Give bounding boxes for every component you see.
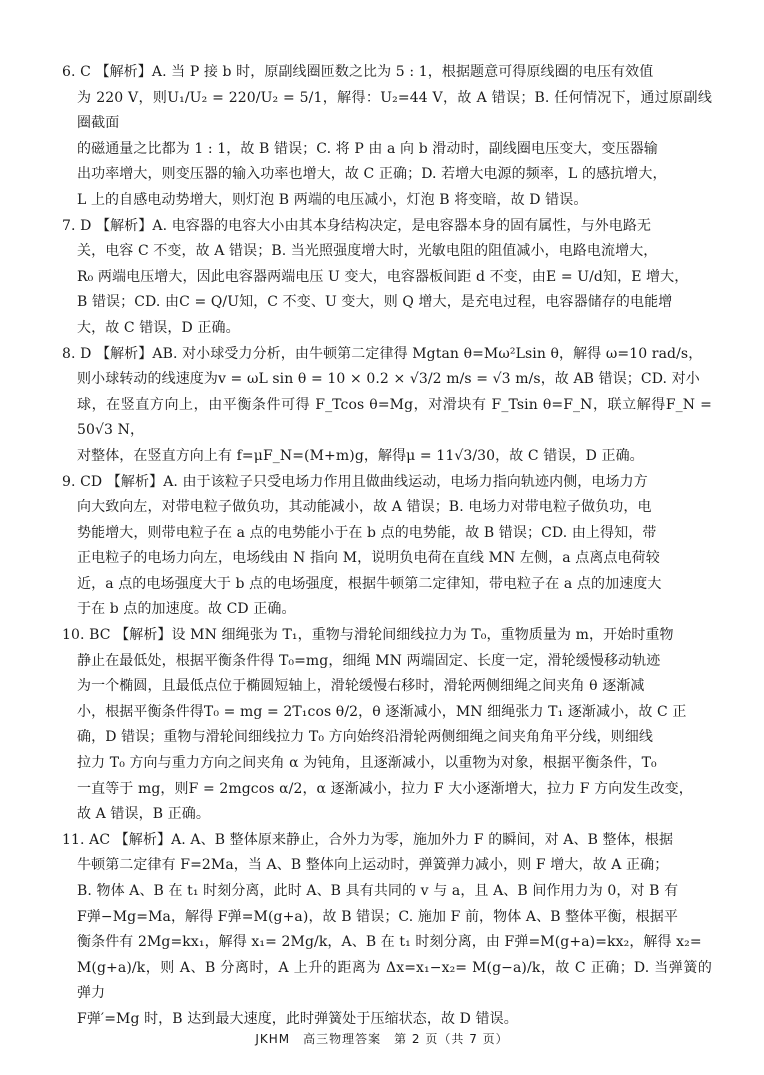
answer-line: 于在 b 点的加速度。故 CD 正确。: [77, 601, 296, 618]
page-footer: JKHM 高三物理答案 第 2 页（共 7 页）: [255, 1032, 509, 1046]
answer-line: F弹−Mg=Ma，解得 F弹=M(g+a)，故 B 错误；C. 施加 F 前，物体 A、B 整体平衡，根据平: [77, 908, 678, 925]
answer-line: 8. D 【解析】AB. 对小球受力分析，由牛顿第二定律得 Mgtan θ=Mω²Lsin θ，解得 ω=10 rad/s，: [62, 345, 703, 362]
answer-line: 近，a 点的电场强度大于 b 点的电场强度，根据牛顿第二定律知，带电粒子在 a 点的加速度大: [77, 575, 662, 592]
answer-line: 势能增大，则带电粒子在 a 点的电势能小于在 b 点的电势能，故 B 错误；CD. 由上得知，带: [77, 524, 657, 541]
answer-line: 牛顿第二定律有 F=2Ma，当 A、B 整体向上运动时，弹簧弹力减小，则 F 增大，故 A 正确；: [77, 857, 669, 874]
answer-line: 9. CD 【解析】A. 由于该粒子只受电场力作用且做曲线运动，电场力指向轨迹内侧，电场力方: [62, 473, 648, 490]
answer-line: 则小球转动的线速度为v = ωL sin θ = 10 × 0.2 × √3/2 m/s = √3 m/s，故 AB 错误；CD. 对小: [77, 371, 700, 388]
answer-line: 确，D 错误；重物与滑轮间细线拉力 T₀ 方向始终沿滑轮两侧细绳之间夹角角平分线，则细线: [77, 729, 653, 746]
answer-line: 为一个椭圆，且最低点位于椭圆短轴上，滑轮缓慢右移时，滑轮两侧细绳之间夹角 θ 逐渐减: [77, 678, 645, 695]
answer-item-8: [62, 342, 712, 470]
answer-line: 大，故 C 错误，D 正确。: [77, 319, 240, 336]
answer-line: 一直等于 mg，则F = 2mgcos α/2，α 逐渐减小，拉力 F 大小逐渐增大，拉力 F 方向发生改变，: [77, 780, 693, 797]
answer-line: R₀ 两端电压增大，因此电容器两端电压 U 变大，电容器板间距 d 不变，由E = U/d知，E 增大，: [77, 268, 689, 285]
answer-line: 出功率增大，则变压器的输入功率也增大，故 C 正确；D. 若增大电源的频率，L 的感抗增大，: [77, 166, 667, 183]
answer-page: [62, 60, 712, 1033]
answer-line: B 错误；CD. 由C = Q/U知，C 不变、U 变大，则 Q 增大，是充电过程，电容器储存的电能增: [77, 294, 673, 311]
answer-line: 故 A 错误，B 正确。: [77, 806, 210, 823]
answer-line: 小，根据平衡条件得T₀ = mg = 2T₁cos θ/2，θ 逐渐减小，MN 细绳张力 T₁ 逐渐减小，故 C 正: [77, 703, 687, 720]
answer-line: M(g+a)/k，则 A、B 分离时，A 上升的距离为 Δx=x₁−x₂= M(g−a)/k，故 C 正确；D. 当弹簧的弹力: [77, 959, 712, 1002]
answer-item-10: [62, 623, 712, 828]
answer-line: 6. C 【解析】A. 当 P 接 b 时，原副线圈匝数之比为 5 : 1，根据题意可得原线圈的电压有效值: [62, 64, 654, 80]
answer-item-11: [62, 828, 712, 1033]
answer-line: 的磁通量之比都为 1 : 1，故 B 错误；C. 将 P 由 a 向 b 滑动时，副线圈电压变大，变压器输: [77, 140, 658, 157]
answer-line: 为 220 V，则U₁/U₂ = 220/U₂ = 5/1，解得：U₂=44 V，故 A 错误；B. 任何情况下，通过原副线圈截面: [77, 89, 712, 132]
answer-line: 11. AC 【解析】A. A、B 整体原来静止，合外力为零，施加外力 F 的瞬间，对 A、B 整体，根据: [62, 831, 674, 848]
answer-line: 正电粒子的电场力向左，电场线由 N 指向 M，说明负电荷在直线 MN 左侧，a 点离点电荷较: [77, 550, 660, 567]
answer-line: 对整体，在竖直方向上有 f=μF_N=(M+m)g，解得μ = 11√3/30，故 C 错误，D 正确。: [77, 447, 644, 464]
answer-line: 球，在竖直方向上，由平衡条件可得 F_Tcos θ=Mg，对滑块有 F_Tsin θ=F_N，联立解得F_N = 50√3 N，: [77, 396, 712, 439]
answer-line: 10. BC 【解析】设 MN 细绳张为 T₁，重物与滑轮间细线拉力为 T₀，重物质量为 m，开始时重物: [62, 627, 674, 644]
answer-line: 衡条件有 2Mg=kx₁，解得 x₁= 2Mg/k，A、B 在 t₁ 时刻分离，由 F弹=M(g+a)=kx₂，解得 x₂=: [77, 934, 702, 951]
answer-item-9: [62, 470, 712, 624]
answer-line: L 上的自感电动势增大，则灯泡 B 两端的电压减小，灯泡 B 将变暗，故 D 错误。: [77, 191, 588, 208]
answer-item-7: [62, 214, 712, 342]
answer-line: 关，电容 C 不变，故 A 错误；B. 当光照强度增大时，光敏电阻的阻值减小，电路电流增大，: [77, 243, 658, 260]
answer-line: B. 物体 A、B 在 t₁ 时刻分离，此时 A、B 具有共同的 v 与 a，且 A、B 间作用力为 0，对 B 有: [77, 883, 679, 899]
answer-line: F弹′=Mg 时，B 达到最大速度，此时弹簧处于压缩状态，故 D 错误。: [77, 1010, 518, 1027]
answer-line: 7. D 【解析】A. 电容器的电容大小由其本身结构决定，是电容器本身的固有属性，与外电路无: [62, 217, 652, 234]
answer-line: 拉力 T₀ 方向与重力方向之间夹角 α 为钝角，且逐渐减小，以重物为对象，根据平衡条件，T₀: [77, 755, 657, 772]
answer-line: 向大致向左，对带电粒子做负功，其动能减小，故 A 错误；B. 电场力对带电粒子做负功，电: [77, 499, 652, 516]
answer-line: 静止在最低处，根据平衡条件得 T₀=mg，细绳 MN 两端固定、长度一定，滑轮缓慢移动轨迹: [77, 652, 661, 669]
answer-item-6: [62, 60, 712, 214]
